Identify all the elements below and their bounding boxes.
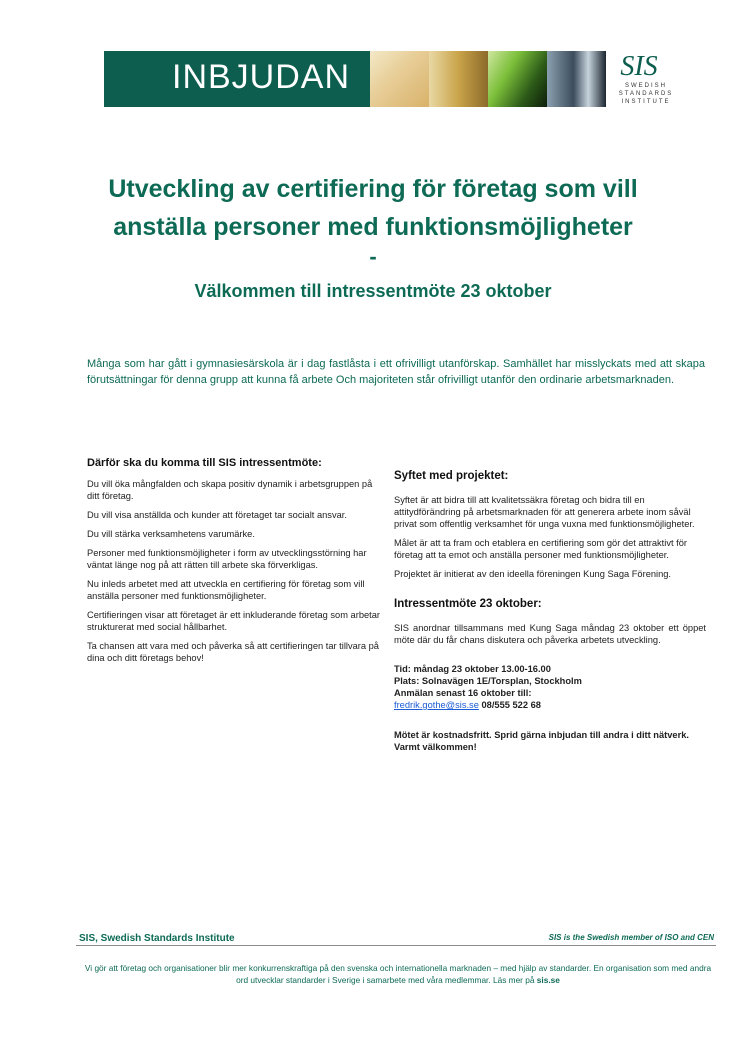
- sis-logo-mark: [619, 50, 659, 80]
- left-column: [87, 457, 381, 671]
- banner-title-box: [104, 51, 370, 107]
- meeting-place: Plats: Solnavägen 1E/Torsplan, Stockholm: [394, 676, 582, 686]
- meeting-paragraph: SIS anordnar tillsammans med Kung Saga måndag 23 oktober ett öppet möte där du får chans diskutera och påverka arbetets utveckling.: [394, 623, 706, 645]
- document-title: [60, 170, 686, 246]
- title-line-1: Utveckling av certifiering för företag som vill: [108, 175, 638, 203]
- left-paragraph: Personer med funktionsmöjligheter i form av utvecklingsstörning har väntat länge nog på att rätten till arbete ska förverkligas.: [87, 548, 367, 570]
- footer-text: [80, 962, 716, 986]
- left-paragraph: Du vill visa anställda och kunder att företaget tar socialt ansvar.: [87, 510, 347, 520]
- left-paragraph: Du vill öka mångfalden och skapa positiv dynamik i arbetsgruppen på ditt företag.: [87, 479, 373, 501]
- signup-deadline: Anmälan senast 16 oktober till:: [394, 688, 532, 698]
- intro-paragraph: Många som har gått i gymnasiesärskola är i dag fastlåsta i ett ofrivilligt utanförskap. Samhället har misslyckats med att skapa förutsättningar för denna grupp att kunna få arbete Och majoriteten står ofrivilligt utanför den ordinarie arbetsmarknaden.: [87, 358, 705, 386]
- contact-line: [394, 699, 706, 711]
- svg-text:SIS: SIS: [620, 51, 658, 80]
- green-tech-photo: [488, 51, 547, 107]
- right-column: [394, 470, 706, 753]
- meeting-heading: Intressentmöte 23 oktober:: [394, 598, 542, 610]
- purpose-heading: Syftet med projektet:: [394, 470, 509, 482]
- banner-title: INBJUDAN: [172, 58, 351, 96]
- left-paragraph: Nu inleds arbetet med att utveckla en certifiering för företag som vill anställa personer med funktionsmöjligheter.: [87, 579, 365, 601]
- closing-text: Mötet är kostnadsfritt. Sprid gärna inbjudan till andra i ditt nätverk. Varmt välkommen!: [394, 730, 689, 752]
- contact-phone: 08/555 522 68: [478, 700, 541, 710]
- goal-paragraph: Målet är att ta fram och etablera en certifiering som gör det attraktivt för företag att ta emot och anställa personer med funktionsmöjligheter.: [394, 538, 687, 560]
- sis-logo-text: SWEDISH STANDARDS INSTITUTE: [618, 83, 674, 105]
- purpose-paragraph: Syftet är att bidra till att kvalitetssäkra företag och bidra till en attitydförändring på arbetsmarknaden för att generera arbete inom såväl privat som offentlig verksamhet för unga vuxna med funktionsmöjligheter.: [394, 495, 695, 529]
- sis-logo: [614, 50, 694, 110]
- initiator-paragraph: Projektet är initierat av den ideella föreningen Kung Saga Förening.: [394, 569, 672, 579]
- left-paragraph: Ta chansen att vara med och påverka så att certifieringen tar tillvara på dina och ditt företags behov!: [87, 641, 379, 663]
- footer-org: SIS, Swedish Standards Institute: [79, 933, 235, 944]
- document-subtitle: Välkommen till intressentmöte 23 oktober: [194, 281, 552, 301]
- people-photo: [370, 51, 429, 107]
- title-line-2: anställa personer med funktionsmöjligheter: [113, 213, 633, 241]
- left-paragraph: Certifieringen visar att företaget är ett inkluderande företag som arbetar strukturerat med social hållbarhet.: [87, 610, 381, 632]
- footer-link[interactable]: sis.se: [536, 975, 560, 985]
- left-heading: Därför ska du komma till SIS intressentmöte:: [87, 457, 322, 469]
- footer-member: SIS is the Swedish member of ISO and CEN: [548, 933, 714, 942]
- title-dash: -: [369, 244, 377, 269]
- meeting-time: Tid: måndag 23 oktober 13.00-16.00: [394, 664, 551, 674]
- business-people-photo: [429, 51, 488, 107]
- header-banner: [104, 51, 606, 107]
- machinery-photo: [547, 51, 606, 107]
- contact-email-link[interactable]: fredrik.gothe@sis.se: [394, 700, 479, 710]
- left-paragraph: Du vill stärka verksamhetens varumärke.: [87, 529, 255, 539]
- banner-photo-strip: [370, 51, 606, 107]
- footer-divider: [76, 945, 716, 946]
- footer-description: Vi gör att företag och organisationer blir mer konkurrenskraftiga på den svenska och internationella marknaden – med hjälp av standarder. En organisation som med andra ord utvecklar standarder i Sverige i samarbete med våra medlemmar. Läs mer på: [84, 963, 712, 985]
